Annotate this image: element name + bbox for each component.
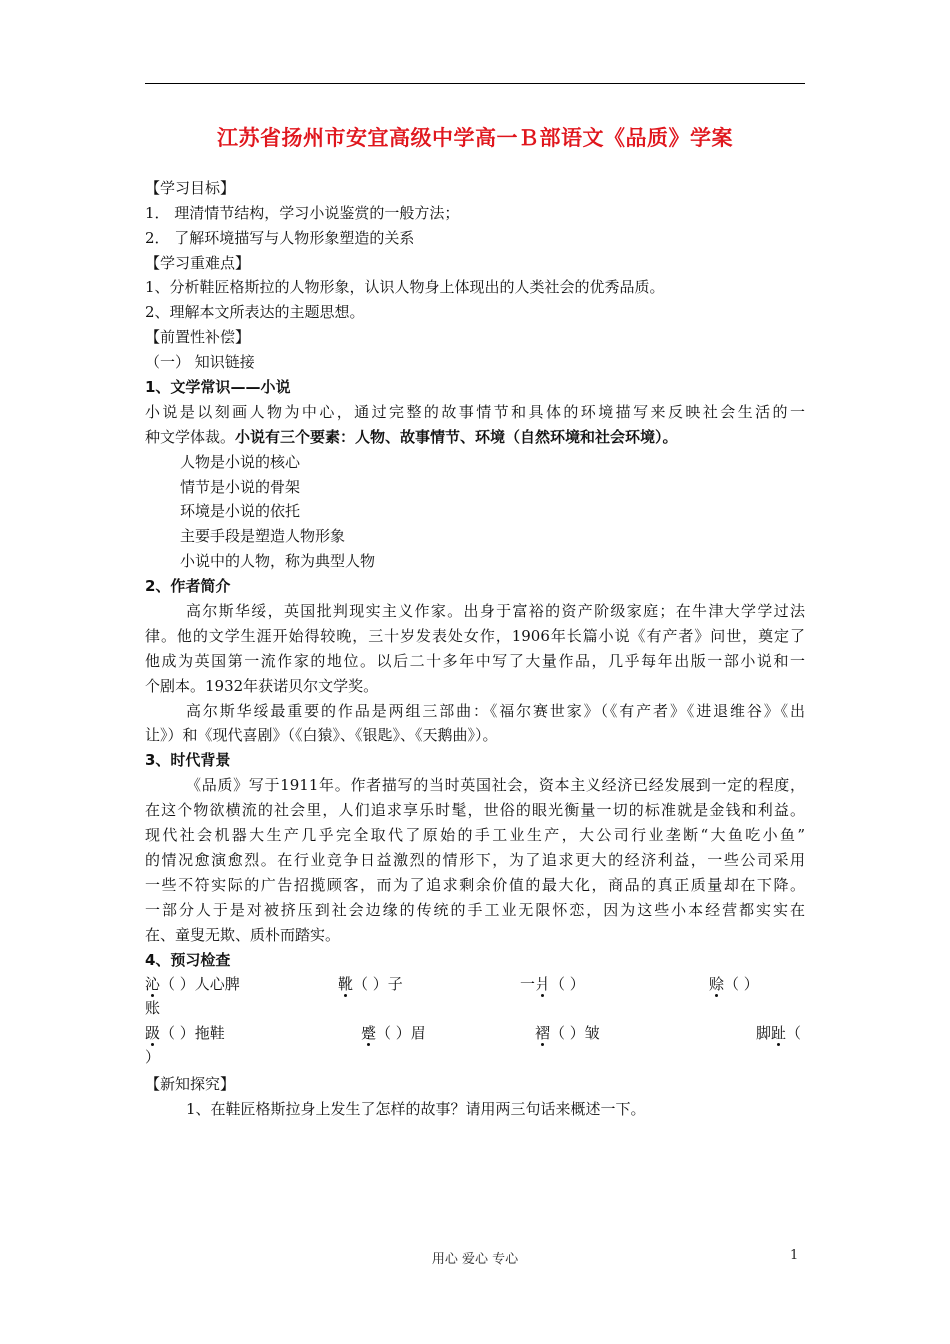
page-number: 1 xyxy=(790,1248,799,1263)
paragraph-line: 现代社会机器大生产几乎完全取代了原始的手工业生产，大公司行业垄断“大鱼吃小鱼” xyxy=(145,826,805,844)
emphasis-dot xyxy=(541,1043,544,1046)
emphasis-dot xyxy=(777,1043,780,1046)
paragraph-line: 小说是以刻画人物为中心，通过完整的故事情节和具体的环境描写来反映社会生活的一 xyxy=(145,403,805,421)
emphasis-dot xyxy=(541,994,544,997)
preview-item: 蹙（ ）眉 xyxy=(361,1024,426,1042)
preview-wrap-text: ） xyxy=(145,1048,161,1066)
paragraph-line: 在这个物欲横流的社会里，人们追求享乐时髦，世俗的眼光衡量一切的标准就是金钱和利益。 xyxy=(145,801,805,819)
paragraph-line: 他成为英国第一流作家的地位。以后二十多年中写了大量作品，几乎每年出版一部小说和一 xyxy=(145,652,805,670)
heading-literary-knowledge: 1、文学常识——小说 xyxy=(145,378,291,396)
preview-item: 趿（ ）拖鞋 xyxy=(145,1024,225,1042)
paragraph-line: 一些不符实际的广告招揽顾客，而为了追求剩余价值的最大化，商品的真正质量却在下降。 xyxy=(145,876,805,894)
preview-item: 一爿（ ） xyxy=(520,975,585,993)
emphasis-dot xyxy=(367,1043,370,1046)
goal-item-2: 2． 了解环境描写与人物形象塑造的关系 xyxy=(145,229,415,247)
paragraph-line: 《品质》写于1911年。作者描写的当时英国社会，资本主义经济已经发展到一定的程度， xyxy=(186,776,805,794)
list-item: 主要手段是塑造人物形象 xyxy=(180,527,346,545)
paragraph-text: 种文学体裁。 xyxy=(145,428,236,446)
paragraph-line: 的情况愈演愈烈。在行业竞争日益激烈的情形下，为了追求更大的经济利益，一些公司采用 xyxy=(145,851,805,869)
heading-background: 3、时代背景 xyxy=(145,751,231,769)
keypoint-item-1: 1、分析鞋匠格斯拉的人物形象，认识人物身上体现出的人类社会的优秀品质。 xyxy=(145,278,665,296)
paragraph-line xyxy=(145,427,678,447)
emphasis-dot xyxy=(151,994,154,997)
paragraph-line: 在、童叟无欺、质朴而踏实。 xyxy=(145,926,341,944)
section-heading-keypoints: 【学习重难点】 xyxy=(145,254,251,272)
preview-item: 靴（ ）子 xyxy=(338,975,403,993)
question-item-1: 1、在鞋匠格斯拉身上发生了怎样的故事？请用两三句话来概述一下。 xyxy=(186,1100,646,1118)
three-elements-emphasis: 小说有三个要素：人物、故事情节、环境（自然环境和社会环境）。 xyxy=(235,428,678,446)
subsection-knowledge-link: （一） 知识链接 xyxy=(145,353,255,371)
header-rule xyxy=(145,83,805,84)
paragraph-line: 律。他的文学生涯开始得较晚，三十岁发表处女作，1906年长篇小说《有产者》问世，奠定了 xyxy=(145,627,805,645)
section-heading-new-knowledge: 【新知探究】 xyxy=(145,1075,236,1093)
goal-item-1: 1． 理清情节结构，学习小说鉴赏的一般方法； xyxy=(145,204,460,222)
paragraph-line: 高尔斯华绥，英国批判现实主义作家。出身于富裕的资产阶级家庭；在牛津大学学过法 xyxy=(186,602,805,620)
heading-author: 2、作者简介 xyxy=(145,577,231,595)
preview-item: 沁（ ）人心脾 xyxy=(145,975,240,993)
list-item: 人物是小说的核心 xyxy=(180,453,301,471)
list-item: 小说中的人物，称为典型人物 xyxy=(180,552,376,570)
preview-item: 脚趾（ xyxy=(756,1024,802,1042)
paragraph-line: 个剧本。1932年获诺贝尔文学奖。 xyxy=(145,677,379,695)
heading-preview-check: 4、预习检查 xyxy=(145,951,231,969)
list-item: 情节是小说的骨架 xyxy=(180,478,301,496)
emphasis-dot xyxy=(344,994,347,997)
list-item: 环境是小说的依托 xyxy=(180,502,301,520)
section-heading-goals: 【学习目标】 xyxy=(145,179,236,197)
emphasis-dot xyxy=(151,1043,154,1046)
section-heading-preparation: 【前置性补偿】 xyxy=(145,328,251,346)
paragraph-line: 让》）和《现代喜剧》（《白猿》、《银匙》、《天鹅曲》）。 xyxy=(145,726,498,744)
emphasis-dot xyxy=(715,994,718,997)
document-title: 江苏省扬州市安宜高级中学高一Ｂ部语文《品质》学案 xyxy=(217,125,733,150)
preview-item: 赊（ ） xyxy=(709,975,759,993)
keypoint-item-2: 2、理解本文所表达的主题思想。 xyxy=(145,303,365,321)
preview-wrap-text: 账 xyxy=(145,999,161,1017)
preview-item: 褶（ ）皱 xyxy=(535,1024,600,1042)
page-footer: 用心 爱心 专心 xyxy=(431,1252,519,1267)
paragraph-line: 高尔斯华绥最重要的作品是两组三部曲：《福尔赛世家》（《有产者》《进退维谷》《出 xyxy=(186,702,805,720)
paragraph-line: 一部分人于是对被挤压到社会边缘的传统的手工业无限怀恋，因为这些小本经营都实实在 xyxy=(145,901,805,919)
